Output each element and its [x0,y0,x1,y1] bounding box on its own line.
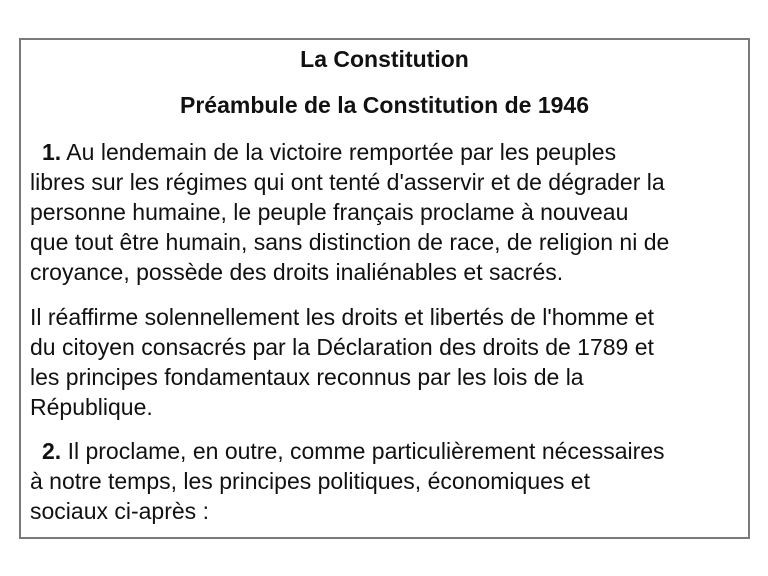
paragraph-line [30,137,742,167]
paragraph-2 [30,302,742,422]
paragraph-line: libres sur les régimes qui ont tenté d'asservir et de dégrader la [30,169,665,195]
paragraph-line: à notre temps, les principes politiques, économiques et [30,468,590,494]
paragraph-line: croyance, possède des droits inaliénables et sacrés. [30,259,564,285]
paragraph-line: République. [30,394,153,420]
paragraph-line: que tout être humain, sans distinction de race, de religion ni de [30,229,670,255]
article-number: 2. [42,438,62,464]
document-subtitle: Préambule de la Constitution de 1946 [180,92,589,118]
article-number: 1. [42,139,62,165]
paragraph-3 [30,436,742,526]
line-text: Au lendemain de la victoire remportée par les peuples [61,139,617,165]
paragraph-line: Il réaffirme solennellement les droits et libertés de l'homme et [30,304,654,330]
paragraph-line: du citoyen consacrés par la Déclaration des droits de 1789 et [30,334,654,360]
document-title: La Constitution [300,46,469,72]
paragraph-1 [30,137,742,287]
line-text: Il proclame, en outre, comme particulièrement nécessaires [61,438,665,464]
paragraph-line [30,436,742,466]
paragraph-line: sociaux ci-après : [30,498,209,524]
document-frame [19,38,750,539]
paragraph-line: personne humaine, le peuple français proclame à nouveau [30,199,629,225]
paragraph-line: les principes fondamentaux reconnus par les lois de la [30,364,584,390]
